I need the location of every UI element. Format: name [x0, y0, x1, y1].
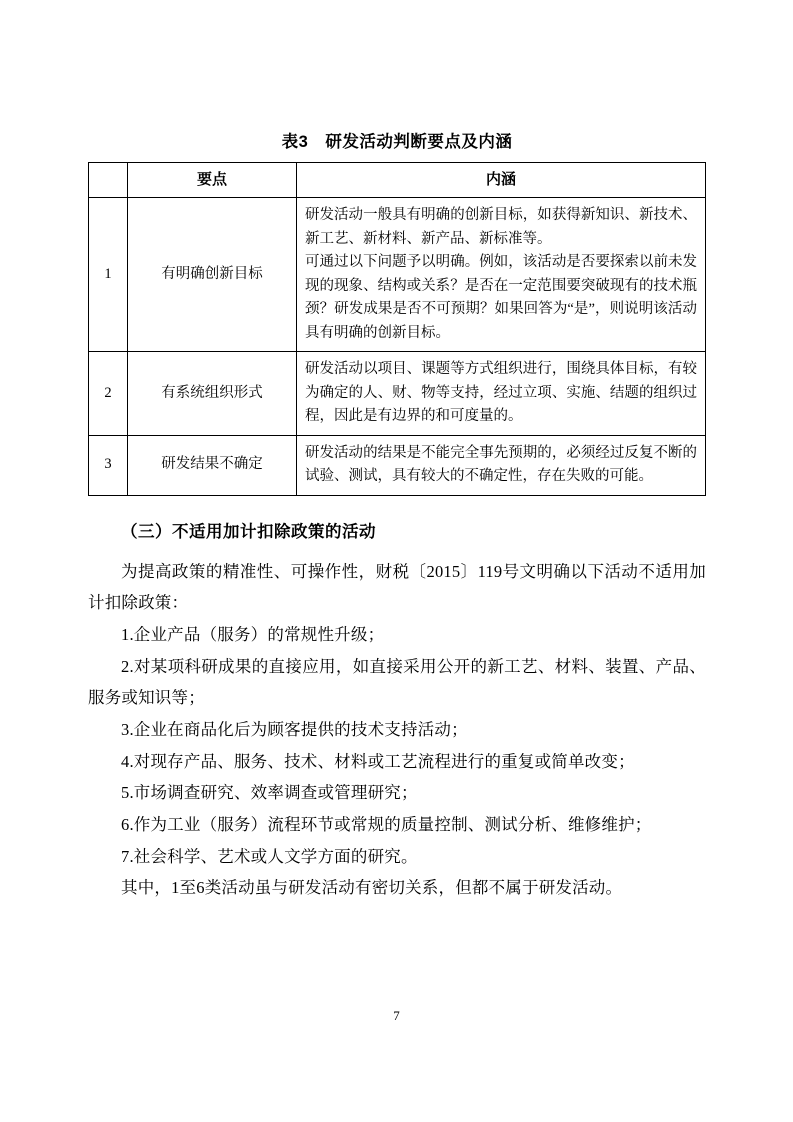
table-header-index: [89, 163, 128, 198]
row-index: 2: [89, 352, 128, 435]
row-content: [297, 198, 706, 352]
page-number: 7: [393, 1008, 400, 1023]
table-row: [89, 435, 706, 495]
row-index: 3: [89, 435, 128, 495]
list-item: 5.市场调查研究、效率调查或管理研究；: [121, 783, 418, 803]
table-row: [89, 198, 706, 352]
table-row: [89, 352, 706, 435]
intro-paragraph: 为提高政策的精准性、可操作性，财税〔2015〕119号文明确以下活动不适用加计扣除政策：: [88, 561, 706, 613]
row-content-paragraph: 研发活动一般具有明确的创新目标，如获得新知识、新技术、新工艺、新材料、新产品、新标准等。: [305, 207, 697, 247]
list-item: 1.企业产品（服务）的常规性升级；: [121, 624, 385, 644]
row-point: 有明确创新目标: [128, 198, 297, 352]
section-heading: （三）不适用加计扣除政策的活动: [121, 522, 376, 541]
row-content: [297, 435, 706, 495]
row-index: 1: [89, 198, 128, 352]
list-item: 6.作为工业（服务）流程环节或常规的质量控制、测试分析、维修维护；: [121, 815, 652, 834]
page-content: [88, 128, 706, 904]
row-content-paragraph: 可通过以下问题予以明确。例如，该活动是否要探索以前未发现的现象、结构或关系？是否在一定范围要突破现有的技术瓶颈？研发成果是否不可预期？如果回答为“是”，则说明该活动具有明确的创新目标。: [305, 254, 697, 341]
row-content-paragraph: 研发活动的结果是不能完全事先预期的，必须经过反复不断的试验、测试，具有较大的不确定性，存在失败的可能。: [305, 444, 697, 485]
table-title: 表3 研发活动判断要点及内涵: [281, 133, 513, 151]
row-point: 有系统组织形式: [128, 352, 297, 435]
table-header-content: 内涵: [297, 163, 706, 198]
closing-paragraph: 其中，1至6类活动虽与研发活动有密切关系，但都不属于研发活动。: [121, 878, 623, 898]
list-item: 2.对某项科研成果的直接应用，如直接采用公开的新工艺、材料、装置、产品、服务或知识等；: [88, 656, 706, 708]
list-item: 4.对现存产品、服务、技术、材料或工艺流程进行的重复或简单改变；: [121, 751, 635, 771]
table-header-point: 要点: [128, 163, 297, 198]
table-header-row: [89, 163, 706, 198]
list-item: 3.企业在商品化后为顾客提供的技术支持活动；: [121, 719, 468, 739]
research-activity-criteria-table: [88, 162, 706, 496]
row-point: 研发结果不确定: [128, 435, 297, 495]
list-item: 7.社会科学、艺术或人文学方面的研究。: [121, 846, 418, 866]
row-content: [297, 352, 706, 435]
row-content-paragraph: 研发活动以项目、课题等方式组织进行，围绕具体目标，有较为确定的人、财、物等支持，经过立项、实施、结题的组织过程，因此是有边界的和可度量的。: [305, 361, 697, 425]
